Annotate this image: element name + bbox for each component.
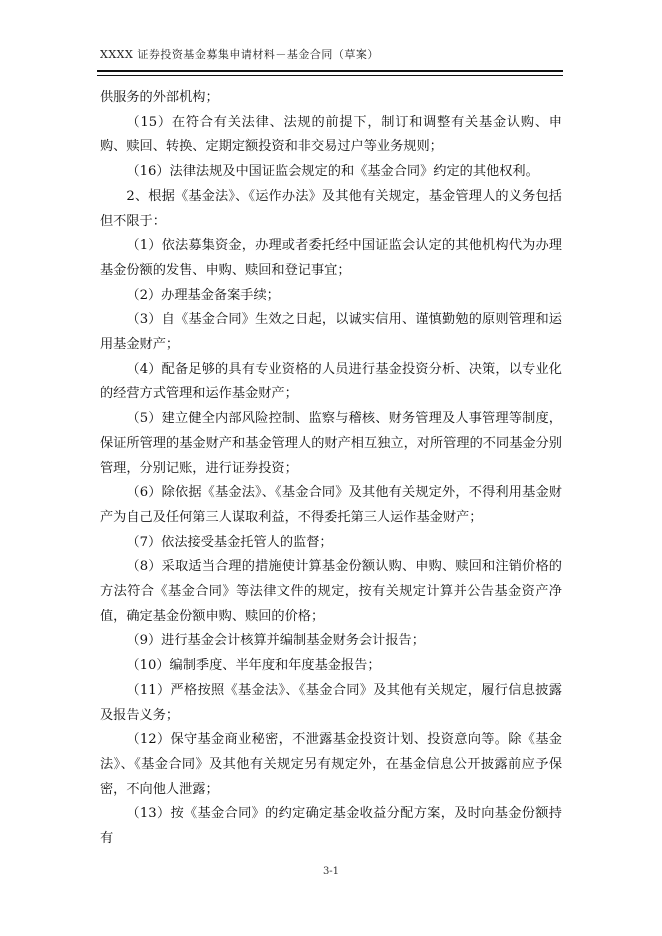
paragraph-continuation: 供服务的外部机构； — [100, 90, 219, 105]
paragraph-item-1: （1）依法募集资金，办理或者委托经中国证监会认定的其他机构代为办理基金份额的发售、申购、赎回和登记事宜； — [100, 238, 562, 278]
paragraph-item-5: （5）建立健全内部风险控制、监察与稽核、财务管理及人事管理等制度，保证所管理的基金财产和基金管理人的财产相互独立，对所管理的不同基金分别管理，分别记账，进行证券投资； — [100, 411, 562, 476]
paragraph-item-15: （15）在符合有关法律、法规的前提下，制订和调整有关基金认购、申购、赎回、转换、定期定额投资和非交易过户等业务规则； — [100, 114, 562, 155]
document-header: XXXX 证券投资基金募集申请材料－基金合同（草案） — [100, 48, 379, 61]
document-body — [100, 86, 562, 852]
paragraph-item-4: （4）配备足够的具有专业资格的人员进行基金投资分析、决策，以专业化的经营方式管理和运作基金财产； — [100, 361, 562, 402]
page-number: 3-1 — [322, 866, 340, 877]
paragraph-item-2: （2）办理基金备案手续； — [126, 287, 280, 303]
paragraph-item-11: （11）严格按照《基金法》、《基金合同》及其他有关规定，履行信息披露及报告义务； — [100, 682, 562, 723]
paragraph-item-12: （12）保守基金商业秘密，不泄露基金投资计划、投资意向等。除《基金法》、《基金合同》及其他有关规定另有规定外，在基金信息公开披露前应予保密，不向他人泄露； — [100, 732, 562, 797]
paragraph-item-8: （8）采取适当合理的措施使计算基金份额认购、申购、赎回和注销价格的方法符合《基金合同》等法律文件的规定，按有关规定计算并公告基金资产净值，确定基金份额申购、赎回的价格； — [100, 559, 562, 624]
paragraph-item-9: （9）进行基金会计核算并编制基金财务会计报告； — [126, 633, 425, 649]
paragraph-item-7: （7）依法接受基金托管人的监督； — [126, 534, 333, 550]
header-rule-thick — [97, 70, 563, 72]
paragraph-item-13: （13）按《基金合同》的约定确定基金收益分配方案，及时向基金份额持有 — [100, 806, 562, 847]
header-rule-thin — [97, 75, 563, 76]
paragraph-item-10: （10）编制季度、半年度和年度基金报告； — [126, 658, 381, 674]
paragraph-item-6: （6）除依据《基金法》、《基金合同》及其他有关规定外，不得利用基金财产为自己及任何第三人谋取利益，不得委托第三人运作基金财产； — [100, 485, 562, 525]
paragraph-section-2: 2、根据《基金法》、《运作办法》及其他有关规定，基金管理人的义务包括但不限于： — [100, 188, 562, 229]
paragraph-item-3: （3）自《基金合同》生效之日起，以诚实信用、谨慎勤勉的原则管理和运用基金财产； — [100, 312, 562, 353]
paragraph-item-16: （16）法律法规及中国证监会规定的和《基金合同》约定的其他权利。 — [126, 164, 539, 180]
